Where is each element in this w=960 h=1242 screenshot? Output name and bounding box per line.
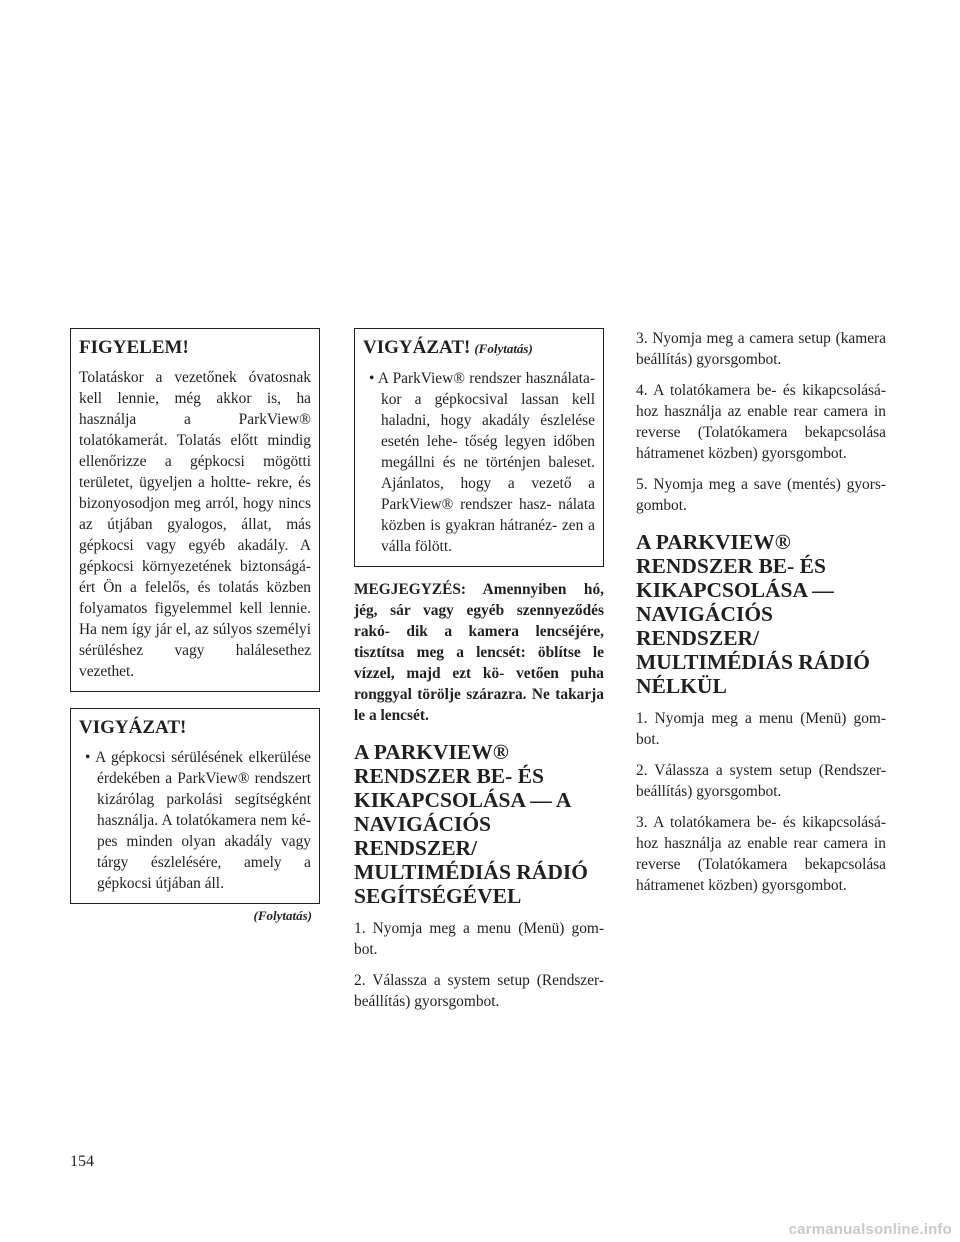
column-middle: [354, 328, 604, 1022]
step-item: 1. Nyomja meg a menu (Menü) gom- bot.: [636, 710, 886, 748]
column-right: [636, 328, 886, 906]
caution-title-text: VIGYÁZAT!: [363, 337, 471, 358]
caution-box-continued: [354, 328, 604, 567]
step-item: 3. A tolatókamera be- és kikapcsolásá- hoz használja az enable rear camera in reverse (Tolatókamera bekapcsolása hátramenet közben) gyorsgombot.: [636, 814, 886, 894]
step-item: 2. Válassza a system setup (Rendszer- beállítás) gyorsgombot.: [354, 972, 604, 1010]
step-item: 3. Nyomja meg a camera setup (kamera beállítás) gyorsgombot.: [636, 330, 886, 368]
caution-title: VIGYÁZAT!: [79, 717, 187, 738]
note-paragraph: MEGJEGYZÉS: Amennyiben hó, jég, sár vagy egyéb szennyeződés rakó- dik a kamera lencséjére, tisztítsa meg a lencsét: öblítse le vízzel, majd ezt kö- vetően puha ronggyal törölje szárazra. Ne takarja le a lencsét.: [354, 581, 604, 724]
section-heading-without-radio: A PARKVIEW® RENDSZER BE- ÉS KIKAPCSOLÁSA — NAVIGÁCIÓS RENDSZER/ MULTIMÉDIÁS RÁDIÓ NÉLKÜL: [636, 530, 870, 698]
caution-box: [70, 708, 320, 904]
warning-text: Tolatáskor a vezetőnek óvatosnak kell lennie, még akkor is, ha használja a ParkView® tolatókamerát. Tolatás előtt mindig ellenőrizze a gépkocsi mögötti területet, ügyeljen a holtte- rekre, és bizonyosodjon meg arról, hogy nincs az útjában gyalogos, állat, más gépkocsi vagy egyéb akadály. A gépkocsi környezetének biztonságá- ért Ön a felelős, és tolatás közben folyamatos figyelemmel kell lennie. Ha nem így jár el, az súlyos személyi sérüléshez vagy halálesethez vezethet.: [79, 369, 311, 680]
step-item: 4. A tolatókamera be- és kikapcsolásá- hoz használja az enable rear camera in reverse (Tolatókamera bekapcsolása hátramenet közben) gyorsgombot.: [636, 382, 886, 462]
caution-subtitle: (Folytatás): [474, 341, 533, 356]
section-heading-with-radio: A PARKVIEW® RENDSZER BE- ÉS KIKAPCSOLÁSA — A NAVIGÁCIÓS RENDSZER/ MULTIMÉDIÁS RÁDIÓ SEGÍTSÉGÉVEL: [354, 740, 588, 908]
column-left: [70, 328, 320, 924]
warning-box: [70, 328, 320, 692]
page-number: 154: [70, 1153, 94, 1170]
caution-bullet-continued: • A ParkView® rendszer használata- kor a gépkocsival lassan kell haladni, hogy akadály észlelése esetén lehe- tőség legyen időben megállni és ne történjen baleset. Ajánlatos, hogy a vezető a ParkView® rendszer hasz- nálata közben is gyakran hátranéz- zen a válla fölött.: [369, 370, 595, 555]
continued-note: (Folytatás): [253, 908, 312, 923]
watermark: carmanualsonline.info: [788, 1221, 952, 1238]
step-item: 5. Nyomja meg a save (mentés) gyors- gombot.: [636, 476, 886, 514]
warning-title: FIGYELEM!: [79, 337, 189, 358]
caution-bullet: • A gépkocsi sérülésének elkerülése érdekében a ParkView® rendszert kizárólag parkolási segítségként használja. A tolatókamera nem ké- pes minden olyan akadály vagy tárgy észlelésére, amely a gépkocsi útjában áll.: [85, 749, 311, 892]
caution-title-continued: [363, 337, 595, 360]
step-item: 2. Válassza a system setup (Rendszer- beállítás) gyorsgombot.: [636, 762, 886, 800]
step-item: 1. Nyomja meg a menu (Menü) gom- bot.: [354, 920, 604, 958]
